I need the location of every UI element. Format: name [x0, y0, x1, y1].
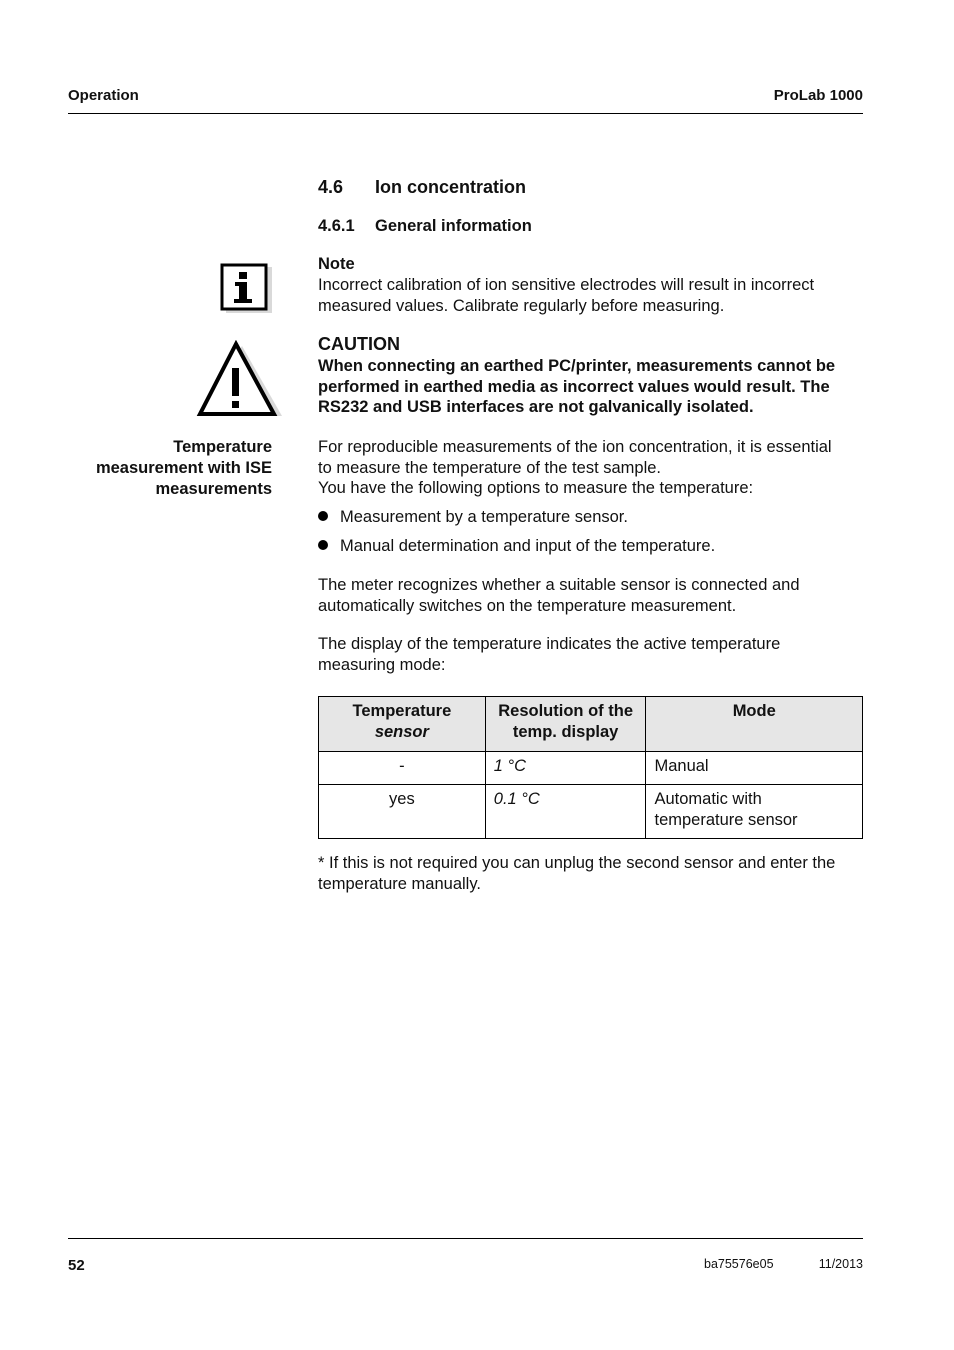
caution-block — [318, 333, 835, 418]
header-product-name: ProLab 1000 — [773, 87, 863, 104]
footnote — [318, 853, 835, 894]
document-date: 11/2013 — [818, 1257, 863, 1271]
paragraph-line: measuring mode: — [318, 655, 446, 674]
header-section-label: Operation — [68, 87, 139, 104]
intro-line: For reproducible measurements of the ion concentration, it is essential — [318, 438, 832, 456]
table-header-resolution — [485, 697, 646, 752]
note-title: Note — [318, 255, 355, 273]
paragraph-line: The meter recognizes whether a suitable sensor is connected and — [318, 576, 800, 594]
mode-text: Automatic with — [654, 790, 762, 808]
subsection-number: 4.6.1 — [318, 217, 355, 235]
table-cell-sensor: yes — [319, 785, 486, 839]
document-id: ba75576e05 — [704, 1257, 774, 1271]
subsection-heading — [318, 217, 532, 236]
caution-line: performed in earthed media as incorrect values would result. The — [318, 377, 830, 396]
paragraph-line: The display of the temperature indicates the active temperature — [318, 635, 781, 653]
margin-heading — [68, 437, 272, 500]
table-cell-sensor: - — [319, 752, 486, 785]
note-line: Incorrect calibration of ion sensitive electrodes will result in incorrect — [318, 276, 815, 294]
section-title: Ion concentration — [375, 177, 527, 197]
table-header-row — [319, 697, 863, 752]
meter-paragraph — [318, 575, 800, 616]
list-item-text: Manual determination and input of the temperature. — [340, 537, 716, 555]
header-text: Resolution of the — [498, 702, 633, 720]
header-text: Mode — [732, 702, 776, 720]
table-header-sensor — [319, 697, 486, 752]
table-header-mode — [646, 697, 863, 752]
mode-text: temperature sensor — [654, 811, 798, 829]
table-cell-resolution: 0.1 °C — [485, 785, 646, 839]
table-row — [319, 752, 863, 785]
page-number: 52 — [68, 1257, 85, 1274]
table-cell-resolution: 1 °C — [485, 752, 646, 785]
caution-title: CAUTION — [318, 334, 400, 354]
intro-paragraph — [318, 437, 832, 499]
footer-rule — [68, 1238, 863, 1239]
section-number: 4.6 — [318, 177, 344, 197]
intro-line: You have the following options to measure the temperature: — [318, 479, 754, 497]
caution-line: RS232 and USB interfaces are not galvanically isolated. — [318, 398, 754, 416]
header-text: Temperature — [352, 702, 452, 720]
footnote-line: * If this is not required you can unplug the second sensor and enter the — [318, 854, 836, 872]
margin-heading-line: measurements — [155, 480, 272, 498]
header-text: temp. display — [512, 723, 619, 741]
info-icon — [220, 263, 274, 315]
list-item — [318, 507, 628, 528]
bullet-dot-icon — [318, 540, 328, 550]
table-row — [319, 785, 863, 839]
warning-triangle-icon — [196, 340, 286, 420]
display-paragraph — [318, 634, 780, 675]
temperature-mode-table — [318, 696, 863, 839]
intro-line: to measure the temperature of the test sample. — [318, 458, 662, 477]
note-block — [318, 254, 814, 317]
mode-text: Manual — [654, 757, 709, 775]
paragraph-line: automatically switches on the temperature measurement. — [318, 596, 737, 615]
margin-heading-line: Temperature — [173, 438, 272, 456]
margin-heading-line: measurement with ISE — [95, 459, 272, 477]
note-line: measured values. Calibrate regularly before measuring. — [318, 297, 725, 315]
list-item — [318, 536, 715, 557]
header-rule — [68, 113, 863, 114]
header-text: sensor — [374, 723, 429, 741]
table-cell-mode — [646, 785, 863, 839]
list-item-text: Measurement by a temperature sensor. — [340, 508, 628, 526]
footnote-line: temperature manually. — [318, 874, 481, 893]
bullet-dot-icon — [318, 511, 328, 521]
caution-line: When connecting an earthed PC/printer, measurements cannot be — [318, 357, 836, 375]
subsection-title: General information — [375, 217, 532, 235]
section-heading — [318, 177, 526, 198]
table-cell-mode — [646, 752, 863, 785]
